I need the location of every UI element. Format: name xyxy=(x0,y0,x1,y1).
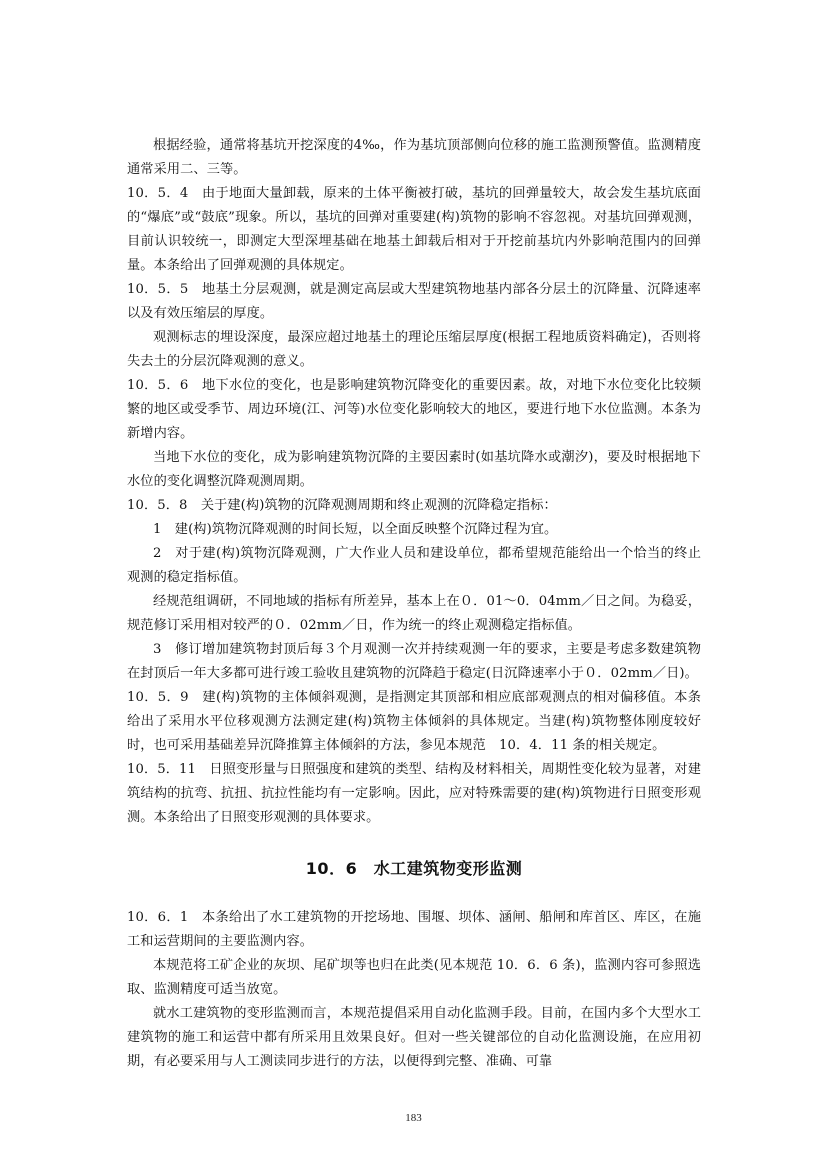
paragraph: 10．5．4 由于地面大量卸载，原来的土体平衡被打破，基坑的回弹量较大，故会发生基坑底面的“爆底”或“鼓底”现象。所以，基坑的回弹对重要建(构)筑物的影响不容忽视。对基坑回弹观测，目前认识较统一，即测定大型深埋基础在地基土卸载后相对于开挖前基坑内外影响范围内的回弹量。本条给出了回弹观测的具体规定。 xyxy=(127,186,701,273)
paragraph: 3 修订增加建筑物封顶后每３个月观测一次并持续观测一年的要求，主要是考虑多数建筑物在封顶后一年大多都可进行竣工验收且建筑物的沉降趋于稳定(日沉降速率小于０．02mm／日)。 xyxy=(127,642,701,681)
paragraph: 当地下水位的变化，成为影响建筑物沉降的主要因素时(如基坑降水或潮汐)，要及时根据地下水位的变化调整沉降观测周期。 xyxy=(127,450,701,489)
paragraph: 根据经验，通常将基坑开挖深度的4‰，作为基坑顶部侧向位移的施工监测预警值。监测精度通常采用二、三等。 xyxy=(127,138,701,177)
paragraph: 本规范将工矿企业的灰坝、尾矿坝等也归在此类(见本规范 10．6．6 条)，监测内容可参照选取、监测精度可适当放宽。 xyxy=(127,958,701,997)
paragraphs-top xyxy=(127,134,701,830)
page-content xyxy=(127,134,701,1074)
paragraph: 10．5．9 建(构)筑物的主体倾斜观测，是指测定其顶部和相应底部观测点的相对偏移值。本条给出了采用水平位移观测方法测定建(构)筑物主体倾斜的具体规定。当建(构)筑物整体刚度较好时，也可采用基础差异沉降推算主体倾斜的方法，参见本规范 10．4．11 条的相关规定。 xyxy=(127,690,701,753)
page-number: 183 xyxy=(405,1112,422,1124)
paragraph: 10．6．1 本条给出了水工建筑物的开挖场地、围堰、坝体、涵闸、船闸和库首区、库区，在施工和运营期间的主要监测内容。 xyxy=(127,910,701,949)
paragraph: 经规范组调研，不同地域的指标有所差异，基本上在０．01～0．04mm／日之间。为稳妥，规范修订采用相对较严的０．02mm／日，作为统一的终止观测稳定指标值。 xyxy=(127,594,701,633)
paragraph: 观测标志的埋设深度，最深应超过地基土的理论压缩层厚度(根据工程地质资料确定)，否则将失去土的分层沉降观测的意义。 xyxy=(127,330,701,369)
paragraph: 10．5．8 关于建(构)筑物的沉降观测周期和终止观测的沉降稳定指标： xyxy=(127,498,557,513)
paragraphs-bottom xyxy=(127,906,701,1074)
section-title: 10．6 水工建筑物变形监测 xyxy=(305,859,523,878)
paragraph: 10．5．11 日照变形量与日照强度和建筑的类型、结构及材料相关，周期性变化较为显著，对建筑结构的抗弯、抗扭、抗拉性能均有一定影响。因此，应对特殊需要的建(构)筑物进行日照变形观测。本条给出了日照变形观测的具体要求。 xyxy=(127,762,701,825)
paragraph: 2 对于建(构)筑物沉降观测，广大作业人员和建设单位，都希望规范能给出一个恰当的终止观测的稳定指标值。 xyxy=(127,546,701,585)
paragraph: 就水工建筑物的变形监测而言，本规范提倡采用自动化监测手段。目前，在国内多个大型水工建筑物的施工和运营中都有所采用且效果良好。但对一些关键部位的自动化监测设施，在应用初期，有必要采用与人工测读同步进行的方法，以便得到完整、准确、可靠 xyxy=(127,1006,701,1069)
paragraph: 1 建(构)筑物沉降观测的时间长短，以全面反映整个沉降过程为宜。 xyxy=(153,522,558,537)
paragraph: 10．5．6 地下水位的变化，也是影响建筑物沉降变化的重要因素。故，对地下水位变化比较频繁的地区或受季节、周边环境(江、河等)水位变化影响较大的地区，要进行地下水位监测。本条为新增内容。 xyxy=(127,378,701,441)
paragraph: 10．5．5 地基土分层观测，就是测定高层或大型建筑物地基内部各分层土的沉降量、沉降速率以及有效压缩层的厚度。 xyxy=(127,282,701,321)
